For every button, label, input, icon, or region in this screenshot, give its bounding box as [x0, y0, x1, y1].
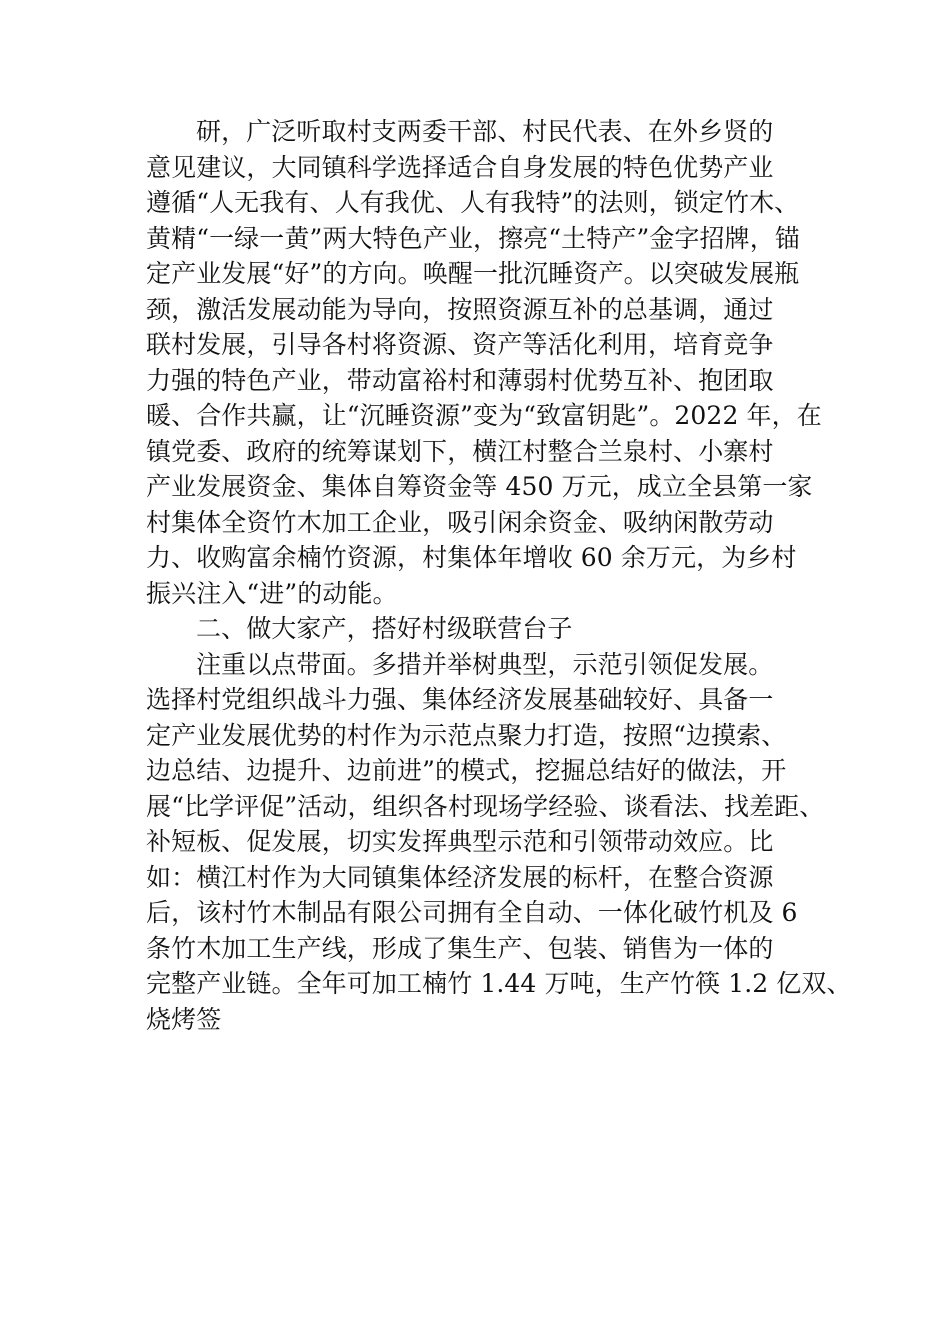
- text-line: 颈，激活发展动能为导向，按照资源互补的总基调，通过: [146, 294, 774, 324]
- text-line: 振兴注入“进”的动能。: [146, 578, 398, 608]
- text-line: 补短板、促发展，切实发挥典型示范和引领带动效应。比: [146, 827, 774, 856]
- text-line: 完整产业链。全年可加工楠竹 1.44 万吨，生产竹筷 1.2 亿双、: [146, 969, 852, 998]
- text-line: 联村发展，引导各村将资源、资产等活化利用，培育竞争: [146, 330, 774, 359]
- text-line: 条竹木加工生产线，形成了集生产、包装、销售为一体的: [146, 933, 774, 963]
- text-line: 定产业发展“好”的方向。唤醒一批沉睡资产。以突破发展瓶: [146, 259, 800, 288]
- text-line: 村集体全资竹木加工企业，吸引闲余资金、吸纳闲散劳动: [146, 507, 774, 537]
- text-line: 边总结、边提升、边前进”的模式，挖掘总结好的做法，开: [146, 756, 787, 785]
- text-line: 如：横江村作为大同镇集体经济发展的标杆，在整合资源: [146, 862, 774, 892]
- text-line: 后，该村竹木制品有限公司拥有全自动、一体化破竹机及 6: [146, 898, 798, 927]
- text-line: 遵循“人无我有、人有我优、人有我特”的法则，锁定竹木、: [146, 188, 800, 217]
- text-line: 烧烤签: [146, 1004, 222, 1034]
- text-line: 展“比学评促”活动，组织各村现场学经验、谈看法、找差距、: [146, 791, 825, 821]
- paragraph-1: [146, 114, 822, 611]
- text-line: 力、收购富余楠竹资源，村集体年增收 60 余万元，为乡村: [146, 543, 797, 572]
- text-line: 暖、合作共赢，让“沉睡资源”变为“致富钥匙”。2022 年，在: [146, 401, 822, 430]
- text-line: 力强的特色产业，带动富裕村和薄弱村优势互补、抱团取: [146, 365, 774, 395]
- text-line: 黄精“一绿一黄”两大特色产业，擦亮“土特产”金字招牌，锚: [146, 223, 800, 253]
- text-line: 研，广泛听取村支两委干部、村民代表、在外乡贤的: [196, 117, 774, 146]
- section-heading: 二、做大家产，搭好村级联营台子: [196, 614, 573, 643]
- text-line: 选择村党组织战斗力强、集体经济发展基础较好、具备一: [146, 685, 774, 714]
- paragraph-2: [146, 647, 852, 1038]
- text-line: 产业发展资金、集体自筹资金等 450 万元，成立全县第一家: [146, 472, 813, 501]
- document-page: [146, 114, 852, 1037]
- text-line: 镇党委、政府的统筹谋划下，横江村整合兰泉村、小寨村: [146, 436, 774, 466]
- text-line: 注重以点带面。多措并举树典型，示范引领促发展。: [196, 649, 774, 679]
- text-line: 定产业发展优势的村作为示范点聚力打造，按照“边摸索、: [146, 720, 787, 750]
- text-line: 意见建议，大同镇科学选择适合自身发展的特色优势产业: [146, 152, 774, 182]
